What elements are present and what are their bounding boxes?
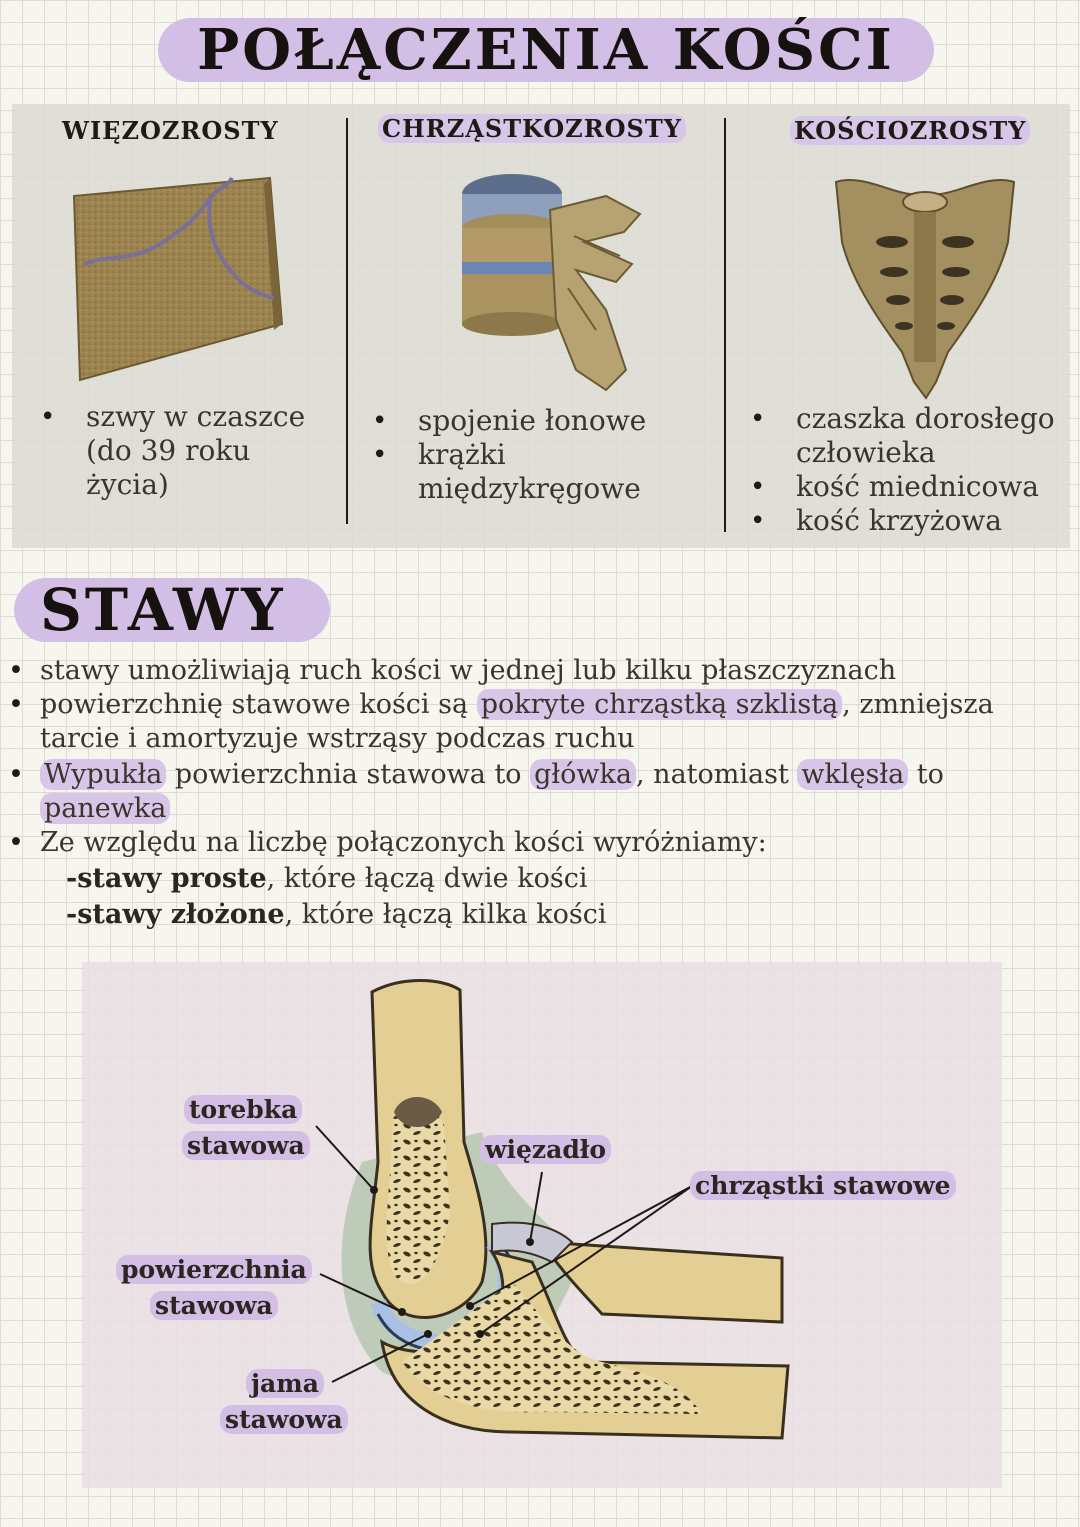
skull-suture-image [70, 174, 286, 382]
column-heading: CHRZĄSTKOZROSTY [378, 114, 686, 143]
list-item: międzykręgowe [418, 472, 641, 505]
list-item: • spojenie łonowe [372, 404, 647, 437]
list-item: • stawy umożliwiają ruch kości w jednej lub kilku płaszczyznach [8, 655, 897, 686]
bullet-icon: • [8, 827, 24, 858]
sub-item: -stawy proste, które łączą dwie kości [66, 863, 588, 894]
bullet-icon: • [750, 472, 766, 502]
bullet-icon: • [372, 406, 388, 436]
bullet-icon: • [750, 404, 766, 434]
sub-item: -stawy złożone, które łączą kilka kości [66, 899, 607, 930]
list-item: • Wypukła powierzchnia stawowa to główka , natomiast wklęsła to panewka [8, 759, 944, 824]
list-item: • powierzchnię stawowe kości są pokryte chrząstką szklistą , zmniejsza tarcie i amortyzuje wstrząsy podczas ruchu [8, 689, 994, 754]
label-joint-cavity: stawowa [220, 1402, 348, 1437]
bullet-icon: • [750, 506, 766, 536]
label-articular-surface: stawowa [150, 1288, 278, 1323]
sacrum-image [830, 172, 1020, 400]
list-item: • szwy w czaszce [40, 400, 306, 433]
joint-types-panel [12, 104, 1070, 548]
label-ligament: więzadło [480, 1132, 611, 1167]
section-title: STAWY [14, 578, 330, 642]
label-joint-capsule: stawowa [182, 1128, 310, 1163]
column-heading: WIĘZOZROSTY [62, 116, 279, 145]
bullet-icon: • [8, 655, 24, 686]
syndesmosis-list [40, 400, 306, 502]
list-item: • kość miednicowa [750, 470, 1039, 503]
list-item: człowieka [796, 436, 936, 469]
column-heading: KOŚCIOZROSTY [790, 116, 1030, 145]
synostosis-list [750, 402, 1055, 538]
label-joint-capsule: torebka [184, 1092, 302, 1127]
label-joint-cavity: jama [246, 1366, 324, 1401]
list-item: (do 39 roku [86, 434, 251, 467]
label-articular-cartilage: chrząstki stawowe [690, 1168, 956, 1203]
column-syndesmosis [12, 104, 348, 548]
page-title: POŁĄCZENIA KOŚCI [158, 18, 934, 82]
list-item: • czaszka dorosłego [750, 402, 1055, 435]
column-synchondrosis [348, 104, 726, 548]
bullet-icon: • [372, 440, 388, 470]
list-item: • kość krzyżowa [750, 504, 1002, 537]
list-item: • krążki [372, 438, 506, 471]
list-item: życia) [86, 468, 169, 501]
column-synostosis [726, 104, 1070, 548]
list-item: • Ze względu na liczbę połączonych kości wyróżniamy: [8, 827, 767, 858]
bullet-icon: • [8, 689, 24, 720]
synchondrosis-list [372, 404, 647, 506]
vertebrae-image [456, 170, 652, 394]
elbow-joint-diagram-panel [82, 962, 1002, 1488]
bullet-icon: • [8, 759, 24, 790]
label-articular-surface: powierzchnia [116, 1252, 312, 1287]
bullet-icon: • [40, 402, 56, 432]
